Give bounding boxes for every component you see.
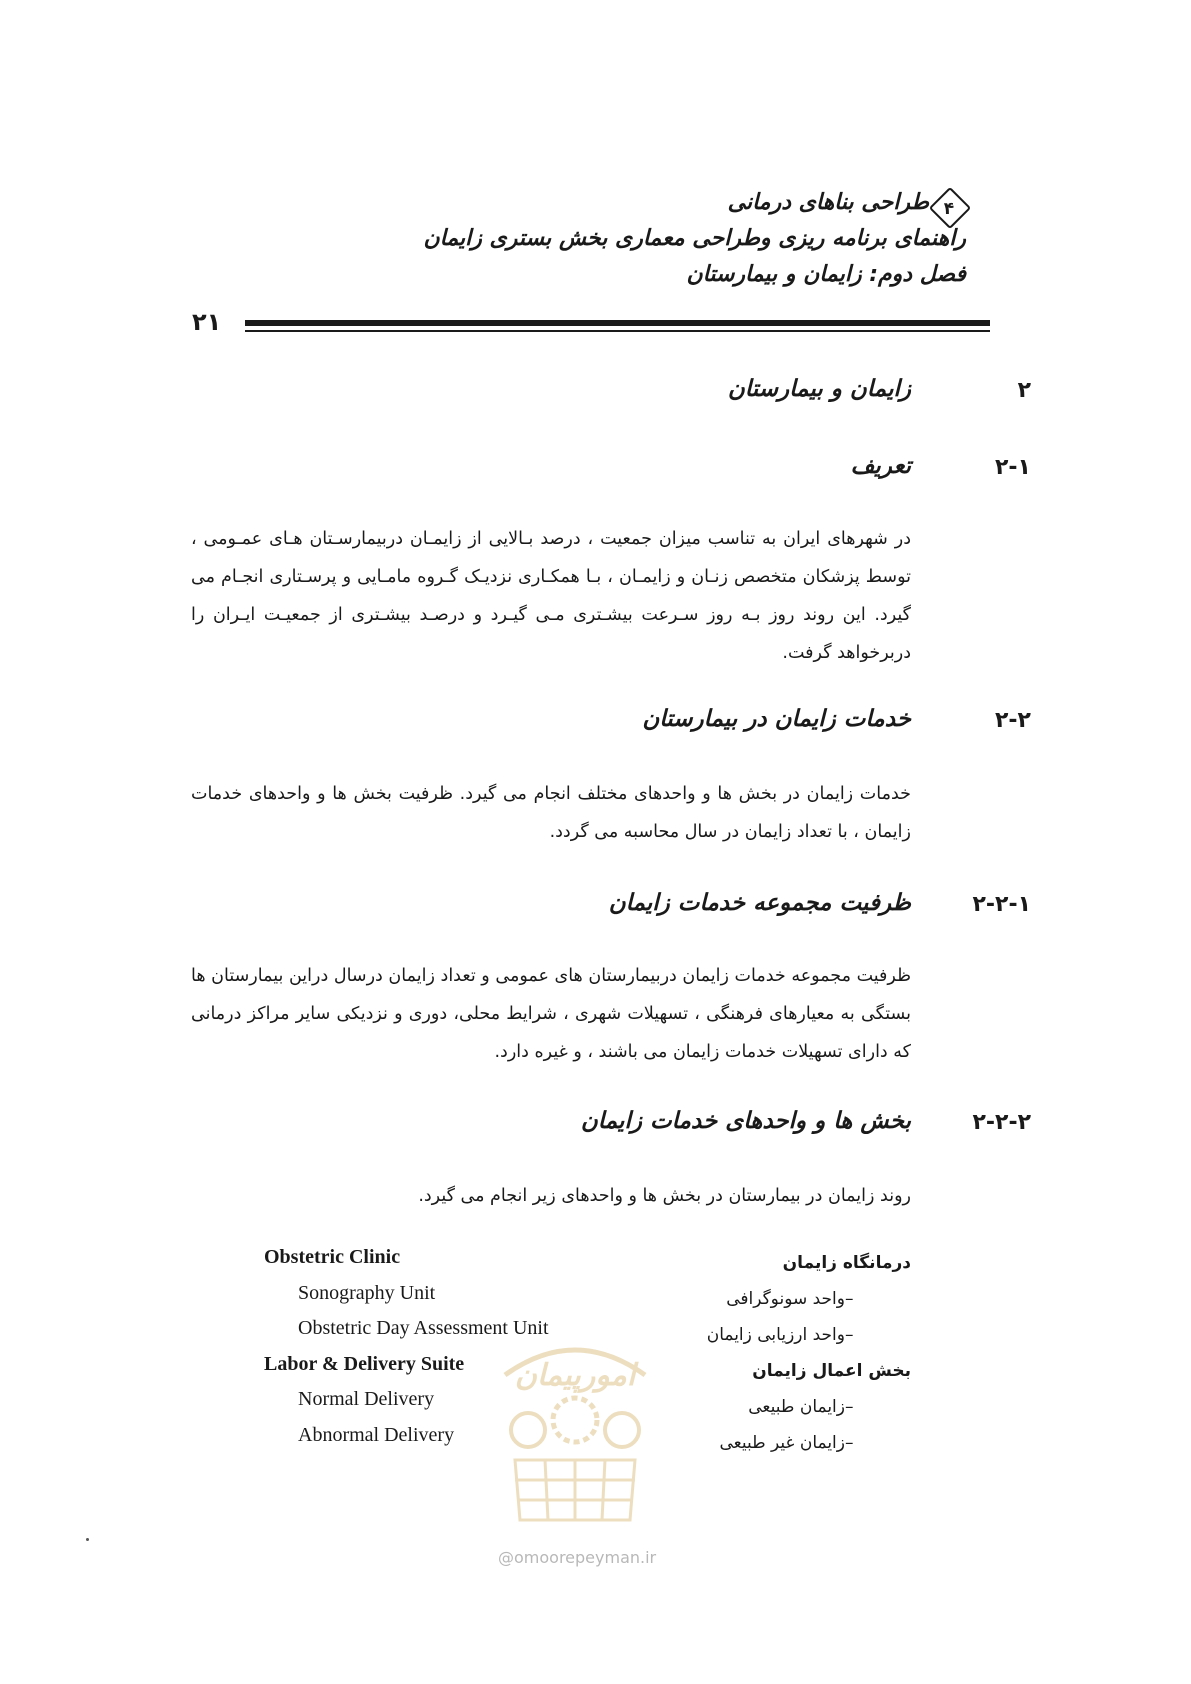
unit-group-title: Obstetric Clinic (264, 1246, 401, 1268)
unit-item: Sonography Unit (298, 1281, 436, 1304)
unit-item: Abnormal Delivery (298, 1423, 455, 1446)
unit-group-title: بخش اعمال زایمان (752, 1361, 911, 1381)
section-body: خدمات زایمان در بخش ها و واحدهای مختلف انجام می گیرد. ظرفیت بخش ها و واحدهای خدمات زایمان ، با تعداد زایمان در سال محاسبه می گردد. (191, 784, 911, 842)
units-list-persian (707, 1245, 911, 1461)
section-body: در شهرهای ایران به تناسب میزان جمعیت ، درصد بـالایی از زایمـان دربیمارسـتان هـای عمـومی ، توسط پزشکان متخصص زنـان و زایمـان ، بـا همکـاری نزدیـک گـروه مامـایی و پرسـتاری انجـام می گیرد. این روند روز بـه روز سـرعت بیشـتری مـی گیـرد و درصـد بیشـتری از جمعیـت ایـران را دربرخواهد گرفت. (191, 529, 911, 663)
list-dash: – (845, 1289, 854, 1309)
unit-item-label: زایمان غیر طبیعی (719, 1433, 845, 1453)
unit-group-title: درمانگاه زایمان (782, 1253, 911, 1273)
section-title: تعریف (850, 453, 911, 479)
scan-speck (86, 1538, 89, 1541)
header-rule (245, 320, 990, 326)
unit-item (707, 1317, 911, 1353)
watermark-url: @omoorepeyman.ir (498, 1548, 657, 1567)
section-title: زایمان و بیمارستان (727, 376, 911, 402)
section-number: ۲-۲-۲ (972, 1110, 1031, 1135)
helmet-icon (605, 1413, 639, 1447)
unit-group-title: Labor & Delivery Suite (264, 1352, 465, 1375)
watermark-logo (490, 1335, 660, 1535)
unit-item (707, 1425, 911, 1461)
section-number: ۲ (1017, 378, 1031, 403)
section-body: ظرفیت مجموعه خدمات زایمان دربیمارستان های عمومی و تعداد زایمان درسال دراین بیمارستان ها بستگی به معیارهای فرهنگی ، تسهیلات شهری ، شرایط محلی، دوری و نزدیکی سایر مراکز درمانی که دارای تسهیلات خدمات زایمان می باشند ، و غیره دارد. (191, 966, 911, 1062)
book-title: راهنمای برنامه ریزی وطراحی معماری بخش بستری زایمان (423, 226, 966, 251)
unit-item (707, 1389, 911, 1425)
list-dash: – (845, 1325, 854, 1345)
page-number: ۲۱ (192, 308, 222, 336)
series-title: طراحی بناهای درمانی (727, 190, 929, 215)
unit-item-label: زایمان طبیعی (748, 1397, 845, 1417)
gear-icon (553, 1398, 597, 1442)
section-title: خدمات زایمان در بیمارستان (642, 706, 911, 732)
list-dash: – (845, 1433, 854, 1453)
section-title: بخش ها و واحدهای خدمات زایمان (580, 1108, 911, 1134)
section-body: روند زایمان در بیمارستان در بخش ها و واحدهای زیر انجام می گیرد. (418, 1186, 911, 1206)
series-number: ۴ (943, 199, 955, 219)
unit-item-label: واحد سونوگرافی (726, 1289, 845, 1309)
section-number: ۲-۲-۱ (972, 892, 1031, 917)
list-dash: – (845, 1397, 854, 1417)
unit-item (707, 1281, 911, 1317)
unit-item: Obstetric Day Assessment Unit (298, 1317, 549, 1339)
scale-icon (511, 1413, 545, 1447)
grid-icon (515, 1460, 635, 1520)
header-rule-thin (245, 330, 990, 332)
section-number: ۲-۱ (995, 455, 1031, 480)
section-number: ۲-۲ (995, 708, 1031, 733)
unit-item-label: واحد ارزیابی زایمان (706, 1325, 845, 1345)
chapter-title: فصل دوم: زایمان و بیمارستان (686, 262, 966, 287)
watermark-logo-text: امورپیمان (514, 1358, 636, 1393)
unit-item: Normal Delivery (298, 1388, 435, 1410)
section-title: ظرفیت مجموعه خدمات زایمان (608, 890, 911, 916)
